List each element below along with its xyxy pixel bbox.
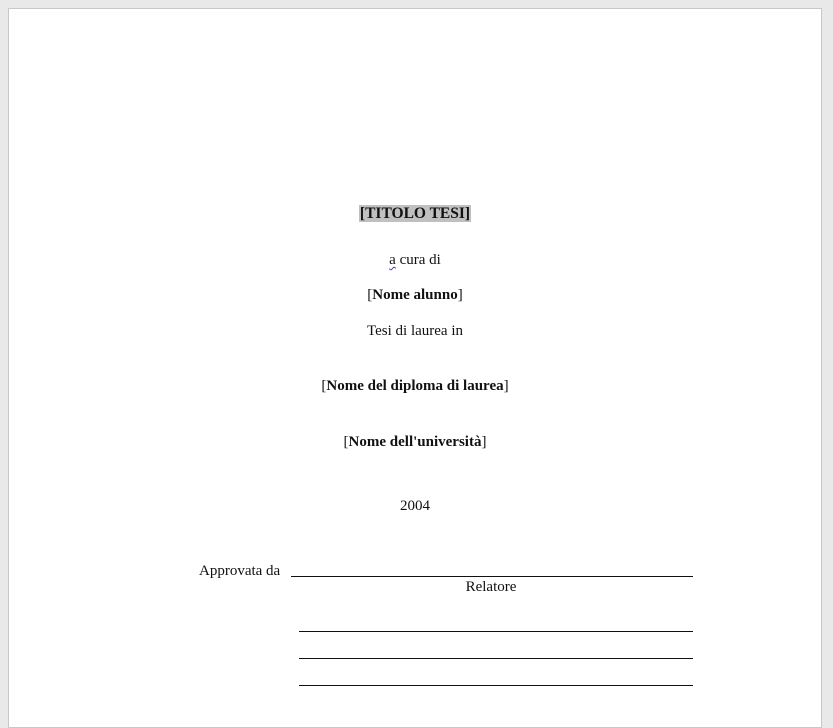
degree-name-line[interactable]: [Nome del diploma di laurea] — [321, 378, 509, 394]
student-name-line[interactable]: [Nome alunno] — [367, 287, 463, 303]
degree-name: Nome del diploma di laurea — [326, 378, 504, 394]
student-name: Nome alunno — [372, 287, 458, 303]
thesis-label: Tesi di laurea in — [367, 323, 463, 339]
signature-line-1 — [299, 631, 693, 632]
university-name: Nome dell'università — [348, 434, 482, 450]
curated-by-text: cura di — [395, 252, 441, 268]
year: 2004 — [400, 498, 430, 514]
approved-by-label: Approvata da — [199, 563, 281, 579]
document-page — [8, 8, 822, 728]
signature-line-2 — [299, 658, 693, 659]
advisor-label: Relatore — [465, 579, 517, 595]
university-name-line[interactable]: [Nome dell'università] — [343, 434, 487, 450]
spellcheck-word: a — [389, 252, 396, 268]
title-highlight: [TITOLO TESI] — [359, 205, 471, 222]
advisor-signature-line — [291, 576, 693, 577]
thesis-title[interactable] — [9, 205, 821, 223]
title-text: TITOLO TESI — [365, 205, 465, 222]
curated-by-line[interactable] — [9, 252, 821, 269]
signature-line-3 — [299, 685, 693, 686]
